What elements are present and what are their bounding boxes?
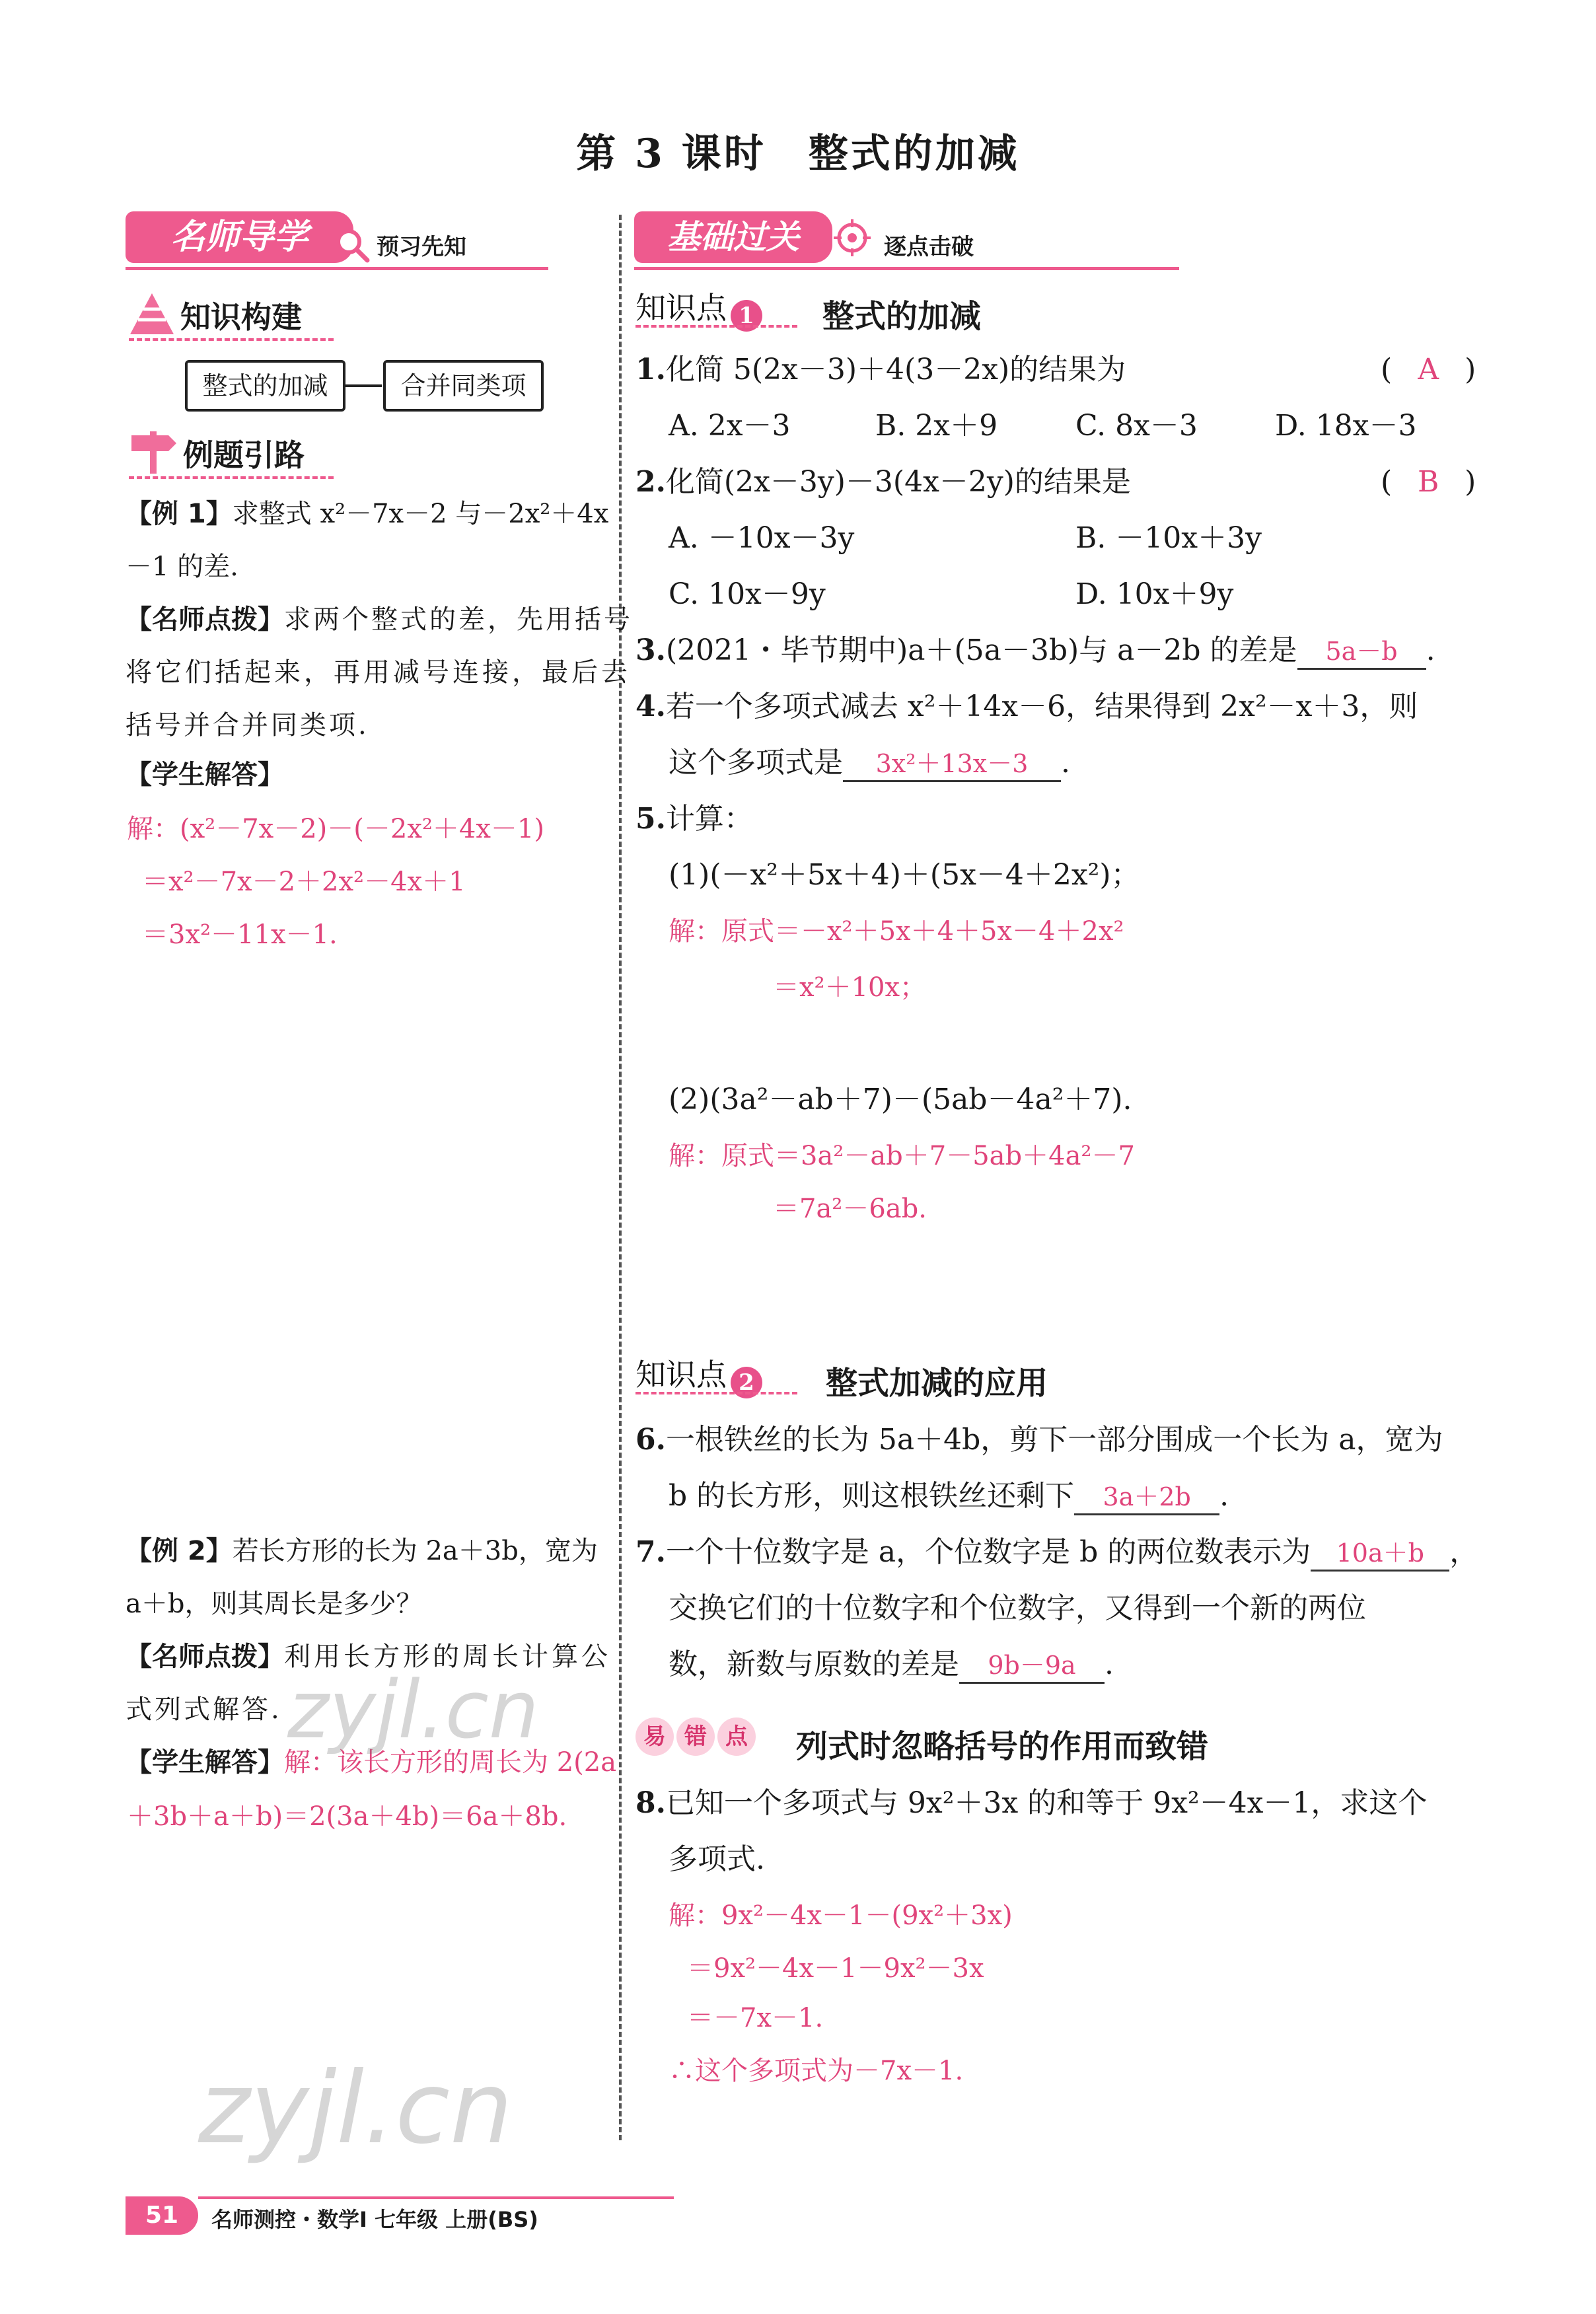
example2-line2: a＋b，则其周长是多少？ (126, 1589, 423, 1619)
page-title: 第 3 课时 整式的加减 (576, 131, 1020, 177)
q4-text2: 这个多项式是 (669, 746, 843, 779)
q7-answer-blank-2: 9b－9a (959, 1649, 1105, 1684)
kp2-title: 整式加减的应用 (826, 1365, 1048, 1402)
q7-line2: 交换它们的十位数字和个位数字，又得到一个新的两位 (669, 1591, 1366, 1625)
q2-number: 2. (635, 465, 666, 499)
knowledge-build-title: 知识构建 (180, 299, 302, 335)
kp-underline (635, 1392, 797, 1394)
answer-tag: 【学生解答】 (126, 1747, 284, 1778)
kp-label: 知识点 (635, 1357, 727, 1392)
q6-end: . (1219, 1479, 1229, 1513)
tip-text: 求两个整式的差，先用括号 (284, 604, 633, 635)
kp-number: 1 (731, 300, 762, 332)
left-banner-subtitle: 预习先知 (377, 234, 466, 260)
q7-line1 (635, 1533, 1478, 1572)
q4-line2 (669, 743, 1070, 783)
knowledge-connector (345, 384, 382, 387)
example1-line2: －1 的差. (126, 552, 238, 582)
knowledge-point-2 (635, 1351, 762, 1397)
q6-answer-blank: 3a＋2b (1074, 1480, 1219, 1515)
q7-text: 一个十位数字是 a，个位数字是 b 的两位数表示为 (665, 1535, 1311, 1569)
watermark-small: zyjl.cn (287, 1665, 539, 1756)
q8-text: 已知一个多项式与 9x²＋3x 的和等于 9x²－4x－1，求这个 (665, 1786, 1428, 1820)
right-banner-underline (634, 267, 1179, 270)
q1-option-c: C. 8x－3 (1075, 409, 1198, 443)
q7-end2: . (1105, 1647, 1114, 1681)
example1-tip-line3: 括号并合并同类项. (126, 710, 369, 741)
q1-answer: A (1418, 353, 1439, 386)
right-banner (634, 211, 1179, 271)
q4-end: . (1061, 746, 1070, 779)
left-banner-underline (126, 267, 548, 270)
q2-stem (635, 462, 1131, 502)
q5-text: 计算： (665, 802, 753, 836)
knowledge-point-1 (635, 284, 762, 330)
example1-tip-line2: 将它们括起来，再用减号连接，最后去 (126, 657, 631, 688)
example2-tip-line2: 式列式解答. (126, 1694, 282, 1725)
kp-label: 知识点 (635, 290, 727, 326)
column-divider (619, 215, 622, 2140)
q2-answer-bracket: ( B ) (1381, 462, 1476, 502)
q3-answer-blank: 5a－b (1297, 635, 1426, 670)
q7-text3: 数，新数与原数的差是 (669, 1647, 959, 1681)
q8-sol4: ∴这个多项式为－7x－1. (669, 2056, 964, 2086)
q3 (635, 631, 1435, 670)
example1-tag: 【例 1】 (126, 499, 233, 529)
q8-line1 (635, 1784, 1427, 1823)
left-banner (126, 211, 548, 271)
q6-line2 (669, 1476, 1229, 1516)
example1-sol1: 解：(x²－7x－2)－(－2x²＋4x－1) (127, 814, 544, 844)
q2-text: 化简(2x－3y)－3(4x－2y)的结果是 (665, 465, 1131, 499)
example2-tag: 【例 2】 (126, 1536, 233, 1566)
kp-number: 2 (731, 1367, 762, 1398)
error-badge-char: 点 (717, 1717, 756, 1756)
q5-number: 5. (635, 802, 666, 836)
q8-sol2: ＝9x²－4x－1－9x²－3x (687, 1953, 984, 1984)
q5-part2-sol2: ＝7a²－6ab. (773, 1194, 927, 1224)
heading-underline (129, 476, 334, 479)
q8-line2: 多项式. (669, 1842, 765, 1876)
q6-number: 6. (635, 1423, 666, 1457)
q3-number: 3. (635, 633, 666, 667)
q1-option-a: A. 2x－3 (669, 409, 791, 443)
q7-line3 (669, 1645, 1114, 1684)
page-number: 51 (126, 2196, 198, 2235)
q4-line1 (635, 687, 1418, 727)
tip-text: 利用长方形的周长计算公 (284, 1642, 611, 1672)
q2-answer: B (1418, 465, 1439, 499)
example2-text: 若长方形的长为 2a＋3b，宽为 (232, 1536, 598, 1566)
q6-line1 (635, 1420, 1443, 1460)
tip-tag: 【名师点拨】 (126, 1642, 284, 1672)
tip-tag: 【名师点拨】 (126, 604, 284, 635)
q8-number: 8. (635, 1786, 666, 1820)
right-banner-subtitle: 逐点击破 (884, 234, 974, 260)
right-banner-pill: 基础过关 (634, 211, 832, 263)
q5-stem (635, 799, 753, 839)
example1-line1 (126, 495, 608, 532)
q1-option-d: D. 18x－3 (1275, 409, 1417, 443)
example2-line1 (126, 1533, 598, 1570)
q6-text2: b 的长方形，则这根铁丝还剩下 (669, 1479, 1075, 1513)
q5-part2-sol1: 解：原式＝3a²－ab＋7－5ab＋4a²－7 (669, 1141, 1135, 1171)
kp-underline (635, 325, 797, 328)
kp1-title: 整式的加减 (822, 298, 982, 335)
example2-sol1: 解：该长方形的周长为 2(2a (284, 1747, 617, 1778)
q4-number: 4. (635, 690, 666, 723)
q1-answer-bracket: ( A ) (1381, 350, 1476, 390)
error-badge-char: 易 (635, 1717, 674, 1756)
q2-option-d: D. 10x＋9y (1075, 577, 1234, 611)
pyramid-icon (129, 291, 175, 337)
q2-option-a: A. －10x－3y (669, 521, 855, 555)
error-point-badge (635, 1717, 758, 1760)
target-icon (832, 218, 872, 258)
q2-option-c: C. 10x－9y (669, 577, 826, 611)
q5-part1-sol1: 解：原式＝－x²＋5x＋4＋5x－4＋2x² (669, 916, 1124, 947)
knowledge-box-1: 整式的加减 (185, 360, 345, 412)
example1-tip-line1 (126, 601, 633, 638)
q5-part1: (1)(－x²＋5x＋4)＋(5x－4＋2x²)； (669, 858, 1140, 892)
examples-title: 例题引路 (183, 437, 305, 473)
q6-text: 一根铁丝的长为 5a＋4b，剪下一部分围成一个长为 a，宽为 (665, 1423, 1443, 1457)
magnifier-icon (332, 225, 371, 264)
q4-answer-blank: 3x²＋13x－3 (843, 747, 1061, 782)
q1-option-b: B. 2x＋9 (875, 409, 998, 443)
q7-number: 7. (635, 1535, 666, 1569)
example1-answer-tag: 【学生解答】 (126, 760, 284, 790)
q3-end: . (1426, 633, 1435, 667)
q5-part1-sol2: ＝x²＋10x； (773, 972, 927, 1003)
knowledge-build-heading (129, 291, 334, 343)
signpost-icon (129, 426, 178, 476)
q1-number: 1. (635, 353, 666, 386)
q1-text: 化简 5(2x－3)＋4(3－2x)的结果为 (665, 353, 1126, 386)
heading-underline (129, 338, 334, 341)
q8-sol1: 解：9x²－4x－1－(9x²＋3x) (669, 1900, 1013, 1931)
left-banner-pill: 名师导学 (126, 211, 353, 263)
example1-sol3: ＝3x²－11x－1. (142, 920, 338, 950)
examples-heading (129, 426, 334, 479)
footer-rule (198, 2196, 674, 2199)
example1-sol2: ＝x²－7x－2＋2x²－4x＋1 (142, 867, 466, 897)
footer-book-title: 名师测控・数学Ⅰ 七年级 上册(BS) (211, 2207, 538, 2232)
q8-sol3: ＝－7x－1. (687, 2003, 824, 2033)
q5-part2: (2)(3a²－ab＋7)－(5ab－4a²＋7). (669, 1083, 1132, 1116)
q1-stem (635, 350, 1126, 390)
q4-text: 若一个多项式减去 x²＋14x－6，结果得到 2x²－x＋3，则 (665, 690, 1418, 723)
watermark-large: zyjl.cn (198, 2051, 513, 2166)
q3-text: (2021・毕节期中)a＋(5a－3b)与 a－2b 的差是 (665, 633, 1297, 667)
error-point-title: 列式时忽略括号的作用而致错 (796, 1728, 1209, 1765)
example1-text: 求整式 x²－7x－2 与－2x²＋4x (232, 499, 609, 529)
error-badge-char: 错 (676, 1717, 715, 1756)
example2-sol2: ＋3b＋a＋b)＝2(3a＋4b)＝6a＋8b. (127, 1801, 567, 1832)
q7-end1: ， (1449, 1535, 1479, 1569)
q2-option-b: B. －10x＋3y (1075, 521, 1262, 555)
q7-answer-blank-1: 10a＋b (1311, 1537, 1449, 1572)
footer (126, 2196, 674, 2236)
knowledge-box-2: 合并同类项 (383, 360, 544, 412)
